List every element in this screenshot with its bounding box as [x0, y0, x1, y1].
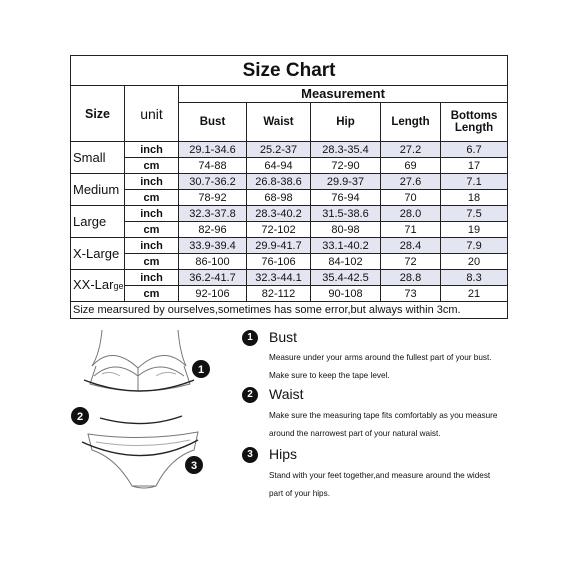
table-cell: 84-102	[311, 254, 381, 270]
column-header-waist: Waist	[247, 103, 311, 142]
step-desc-line: around the narrowest part of your natural waist.	[269, 429, 441, 438]
size-header: Size	[71, 86, 125, 142]
table-cell: 27.2	[381, 142, 441, 158]
unit-cell: cm	[125, 158, 179, 174]
table-cell: 33.1-40.2	[311, 238, 381, 254]
table-row	[71, 206, 508, 222]
table-cell: 8.3	[441, 270, 508, 286]
table-row	[71, 142, 508, 158]
size-label	[71, 270, 125, 302]
table-cell: 20	[441, 254, 508, 270]
step-desc-line: Measure under your arms around the fullest part of your bust.	[269, 353, 492, 362]
table-cell: 32.3-44.1	[247, 270, 311, 286]
table-row	[71, 222, 508, 238]
table-cell: 35.4-42.5	[311, 270, 381, 286]
unit-cell: inch	[125, 142, 179, 158]
chart-title: Size Chart	[71, 56, 508, 86]
unit-cell: inch	[125, 270, 179, 286]
badge-3-label: 3	[190, 460, 198, 472]
size-label: X-Large	[71, 238, 125, 270]
table-row	[71, 158, 508, 174]
table-cell: 26.8-38.6	[247, 174, 311, 190]
table-row	[71, 286, 508, 302]
table-cell: 28.3-40.2	[247, 206, 311, 222]
table-cell: 33.9-39.4	[179, 238, 247, 254]
table-cell: 76-94	[311, 190, 381, 206]
table-cell: 28.4	[381, 238, 441, 254]
table-cell: 17	[441, 158, 508, 174]
table-cell: 29.9-41.7	[247, 238, 311, 254]
bra-drawing	[90, 330, 190, 391]
table-cell: 76-106	[247, 254, 311, 270]
waist-tape-line	[100, 416, 182, 424]
bottoms-drawing	[88, 432, 198, 488]
table-cell: 71	[381, 222, 441, 238]
column-header-hip: Hip	[311, 103, 381, 142]
table-cell: 27.6	[381, 174, 441, 190]
column-header-bottoms-length: Bottoms Length	[441, 103, 508, 142]
size-label: Medium	[71, 174, 125, 206]
step-desc-line: Stand with your feet together,and measure around the widest	[269, 471, 491, 480]
table-cell: 72	[381, 254, 441, 270]
table-cell: 72-102	[247, 222, 311, 238]
size-label: Small	[71, 142, 125, 174]
size-label: Large	[71, 206, 125, 238]
table-cell: 90-108	[311, 286, 381, 302]
step-desc-line: Make sure the measuring tape fits comfortably as you measure	[269, 411, 498, 420]
size-chart	[70, 55, 507, 319]
table-cell: 70	[381, 190, 441, 206]
unit-cell: cm	[125, 190, 179, 206]
unit-cell: cm	[125, 254, 179, 270]
unit-cell: cm	[125, 286, 179, 302]
table-cell: 25.2-37	[247, 142, 311, 158]
table-cell: 73	[381, 286, 441, 302]
table-cell: 68-98	[247, 190, 311, 206]
table-cell: 69	[381, 158, 441, 174]
table-cell: 7.5	[441, 206, 508, 222]
column-header-length: Length	[381, 103, 441, 142]
step-number-badge: 2	[242, 387, 258, 403]
table-cell: 64-94	[247, 158, 311, 174]
table-cell: 28.8	[381, 270, 441, 286]
badge-2	[71, 407, 89, 425]
badge-2-label: 2	[76, 411, 84, 423]
table-cell: 7.9	[441, 238, 508, 254]
step-desc-line: part of your hips.	[269, 489, 330, 498]
table-cell: 31.5-38.6	[311, 206, 381, 222]
unit-cell: inch	[125, 174, 179, 190]
step-title: Waist	[269, 386, 304, 402]
table-cell: 72-90	[311, 158, 381, 174]
table-cell: 86-100	[179, 254, 247, 270]
table-cell: 32.3-37.8	[179, 206, 247, 222]
table-row	[71, 190, 508, 206]
unit-cell: cm	[125, 222, 179, 238]
table-cell: 6.7	[441, 142, 508, 158]
badge-1-label: 1	[197, 364, 205, 376]
table-cell: 78-92	[179, 190, 247, 206]
unit-cell: inch	[125, 238, 179, 254]
size-chart-table	[70, 55, 508, 319]
column-header-bust: Bust	[179, 103, 247, 142]
table-cell: 30.7-36.2	[179, 174, 247, 190]
table-row	[71, 270, 508, 286]
table-cell: 82-96	[179, 222, 247, 238]
measurement-note: Size mearsured by ourselves,sometimes has some error,but always within 3cm.	[71, 302, 508, 319]
measurement-illustration	[60, 318, 240, 508]
table-cell: 29.1-34.6	[179, 142, 247, 158]
table-row	[71, 238, 508, 254]
size-label-prefix: XX-Lar	[73, 277, 114, 292]
badge-1	[192, 360, 210, 378]
step-number-badge: 3	[242, 447, 258, 463]
table-cell: 28.3-35.4	[311, 142, 381, 158]
table-cell: 19	[441, 222, 508, 238]
table-cell: 74-88	[179, 158, 247, 174]
table-cell: 21	[441, 286, 508, 302]
table-cell: 80-98	[311, 222, 381, 238]
badge-3	[185, 456, 203, 474]
unit-cell: inch	[125, 206, 179, 222]
step-number-badge: 1	[242, 330, 258, 346]
table-cell: 82-112	[247, 286, 311, 302]
step-title: Hips	[269, 446, 298, 462]
table-row	[71, 174, 508, 190]
table-cell: 92-106	[179, 286, 247, 302]
step-title: Bust	[269, 329, 298, 345]
bust-tape-line	[84, 380, 194, 391]
table-row	[71, 254, 508, 270]
table-cell: 28.0	[381, 206, 441, 222]
table-cell: 29.9-37	[311, 174, 381, 190]
table-cell: 18	[441, 190, 508, 206]
table-cell: 7.1	[441, 174, 508, 190]
measurement-header: Measurement	[179, 86, 508, 103]
unit-header: unit	[125, 86, 179, 142]
table-cell: 36.2-41.7	[179, 270, 247, 286]
size-label-suffix: ge	[113, 281, 124, 291]
step-desc-line: Make sure to keep the tape level.	[269, 371, 390, 380]
